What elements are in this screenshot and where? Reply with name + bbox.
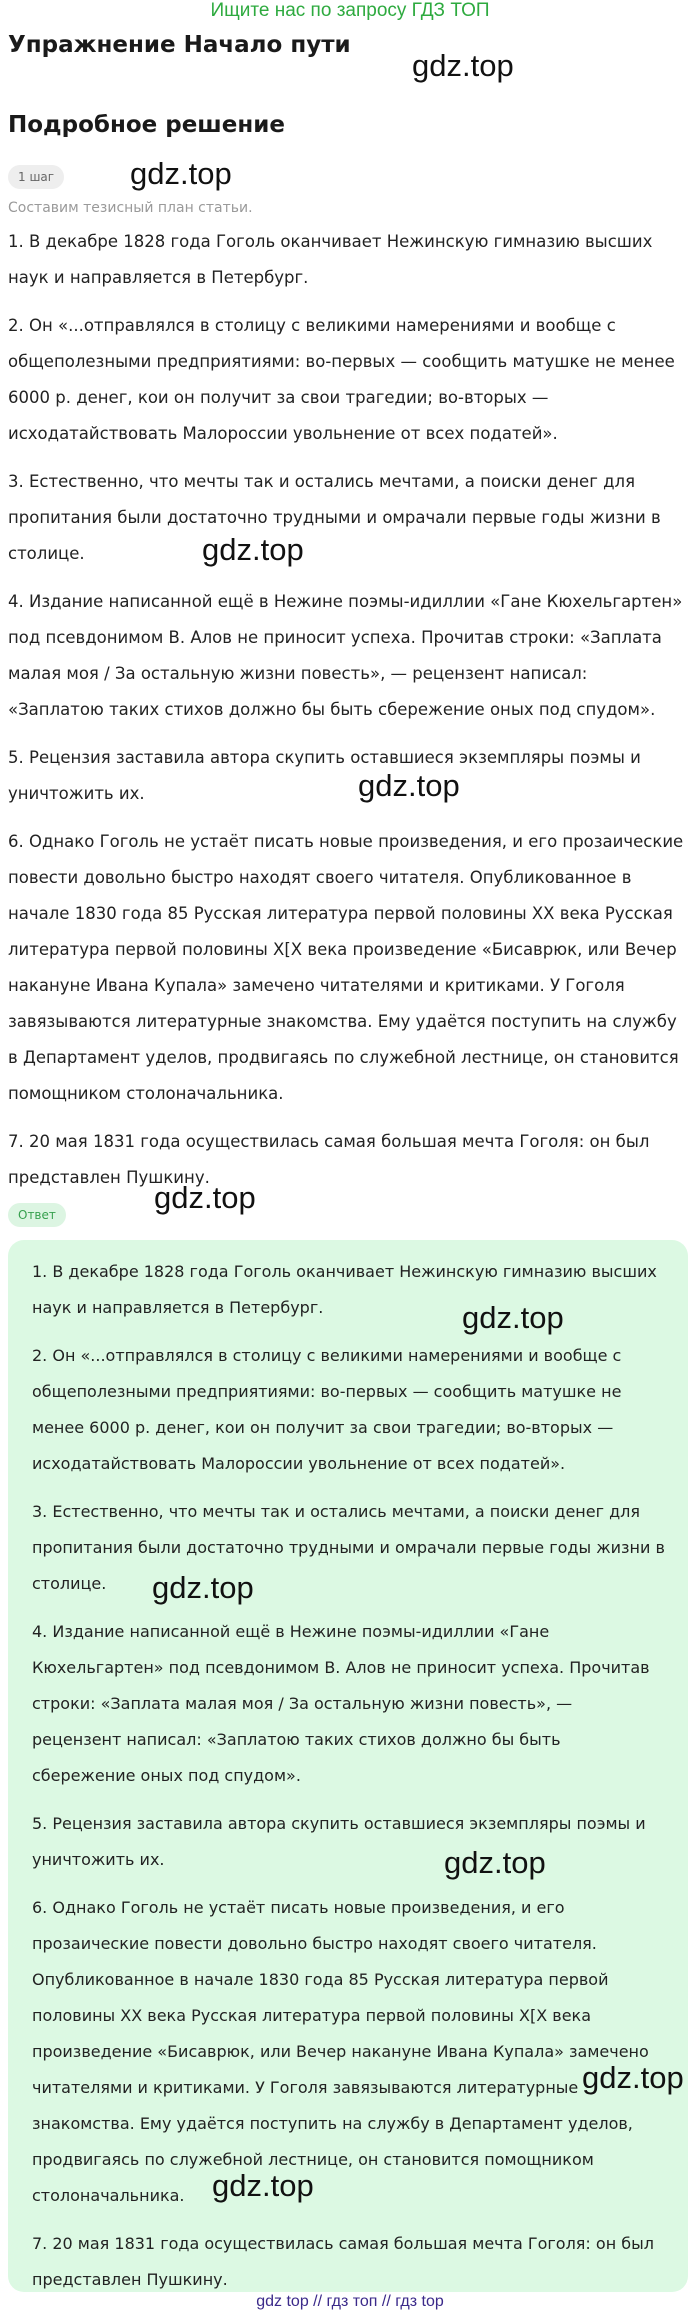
solution-text (8, 224, 688, 1208)
solution-paragraph: 2. Он «...отправлялся в столицу с великими намерениями и вообще с общеполезными предприятиями: во-первых — сообщить матушке не менее 6000 р. денег, кои он получит за свои трагедии; во-вторых — исходатайствовать Малороссии увольнение от всех податей». (8, 316, 675, 443)
footer-link-gdz-top[interactable]: gdz top (256, 2293, 309, 2310)
footer-links (0, 2293, 700, 2311)
answer-badge: Ответ (8, 1203, 66, 1227)
watermark: gdz.top (444, 1845, 546, 1880)
watermark: gdz.top (412, 48, 514, 83)
watermark: gdz.top (130, 156, 232, 191)
solution-paragraph: 4. Издание написанной ещё в Нежине поэмы-идиллии «Гане Кюхельгартен» под псевдонимом В. Алов не приносит успеха. Прочитав строки: «Заплата малая моя / За остальную жизни повесть», — рецензент написал: «Заплатою таких стихов должно бы быть сбережение оных под спудом». (8, 592, 683, 719)
footer-link-gdz-top-ru[interactable]: гдз топ (326, 2293, 378, 2310)
page-title: Упражнение Начало пути (8, 32, 351, 58)
footer-separator: // (313, 2293, 323, 2310)
solution-paragraph: 5. Рецензия заставила автора скупить оставшиеся экземпляры поэмы и уничтожить их. (8, 748, 641, 803)
watermark: gdz.top (358, 768, 460, 803)
solution-paragraph: 3. Естественно, что мечты так и остались мечтами, а поиски денег для пропитания были достаточно трудными и омрачали первые годы жизни в столице. (8, 472, 661, 563)
answer-paragraph: 4. Издание написанной ещё в Нежине поэмы-идиллии «Гане Кюхельгартен» под псевдонимом В. Алов не приносит успеха. Прочитав строки: «Заплата малая моя / За остальную жизни повесть», — рецензент написал: «Заплатою таких стихов должно бы быть сбережение оных под спудом». (32, 1622, 650, 1785)
top-search-banner: Ищите нас по запросу ГДЗ ТОП (210, 0, 490, 21)
watermark: gdz.top (462, 1300, 564, 1335)
solution-paragraph: 7. 20 мая 1831 года осуществилась самая большая мечта Гоголя: он был представлен Пушкину. (8, 1132, 650, 1187)
answer-paragraph: 2. Он «...отправлялся в столицу с великими намерениями и вообще с общеполезными предприятиями: во-первых — сообщить матушке не менее 6000 р. денег, кои он получит за свои трагедии; во-вторых — исходатайствовать Малороссии увольнение от всех податей». (32, 1346, 622, 1473)
solution-paragraph: 6. Однако Гоголь не устаёт писать новые произведения, и его прозаические повести довольно быстро находят своего читателя. Опубликованное в начале 1830 года 85 Русская литература первой половины XX века Русская литература первой половины X[X века произведение «Бисаврюк, или Вечер накануне Ивана Купала» замечено читателями и критиками. У Гоголя завязываются литературные знакомства. Ему удаётся поступить на службу в Департамент уделов, продвигаясь по служебной лестнице, он становится помощником столоначальника. (8, 832, 684, 1103)
step-badge: 1 шаг (8, 165, 64, 189)
footer-separator: // (381, 2293, 391, 2310)
step-subtitle: Составим тезисный план статьи. (8, 200, 253, 216)
watermark: gdz.top (212, 2168, 314, 2203)
solution-paragraph: 1. В декабре 1828 года Гоголь оканчивает Нежинскую гимназию высших наук и направляется в Петербург. (8, 232, 653, 287)
answer-paragraph: 6. Однако Гоголь не устаёт писать новые произведения, и его прозаические повести довольно быстро находят своего читателя. Опубликованное в начале 1830 года 85 Русская литература первой половины XX века Русская литература первой половины X[X века произведение «Бисаврюк, или Вечер накануне Ивана Купала» замечено читателями и критиками. У Гоголя завязываются литературные знакомства. Ему удаётся поступить на службу в Департамент уделов, продвигаясь по служебной лестнице, он становится помощником столоначальника. (32, 1898, 649, 2205)
watermark: gdz.top (202, 532, 304, 567)
watermark: gdz.top (152, 1570, 254, 1605)
answer-paragraph: 5. Рецензия заставила автора скупить оставшиеся экземпляры поэмы и уничтожить их. (32, 1814, 646, 1869)
watermark: gdz.top (154, 1180, 256, 1215)
answer-paragraph: 7. 20 мая 1831 года осуществилась самая большая мечта Гоголя: он был представлен Пушкину. (32, 2234, 654, 2289)
footer-link-gdz-top-mixed[interactable]: гдз top (395, 2293, 444, 2310)
watermark: gdz.top (582, 2060, 684, 2095)
section-title: Подробное решение (8, 112, 285, 138)
answer-box (8, 1240, 688, 2292)
answer-paragraph: 1. В декабре 1828 года Гоголь оканчивает Нежинскую гимназию высших наук и направляется в Петербург. (32, 1262, 657, 1317)
answer-paragraph: 3. Естественно, что мечты так и остались мечтами, а поиски денег для пропитания были достаточно трудными и омрачали первые годы жизни в столице. (32, 1502, 665, 1593)
